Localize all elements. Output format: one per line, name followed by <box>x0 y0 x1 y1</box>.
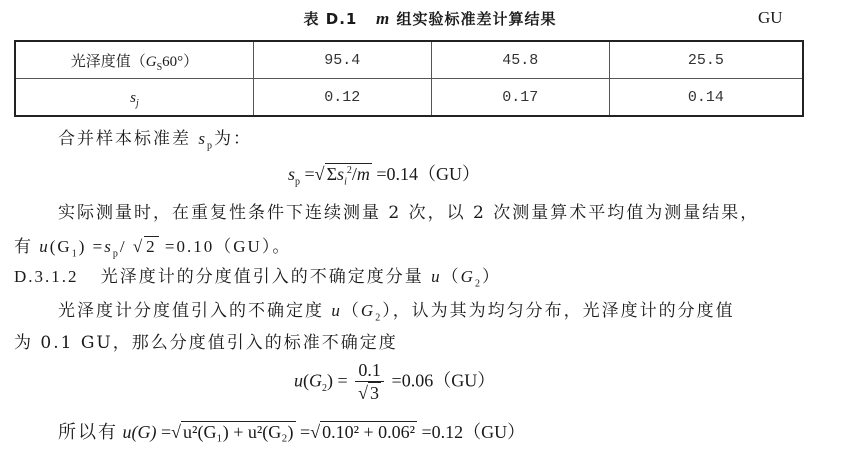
table-row <box>15 41 803 79</box>
formula-u-g2: $u(G_2)$ = $\frac{0.1}{√ 3}$ =0.06（GU） <box>294 360 496 403</box>
table-cell: 25.5 <box>609 41 803 79</box>
section-heading-d3-1-2: D.3.1.2 光泽度计的分度值引入的不确定度分量 $u(G_2)$ <box>14 267 501 290</box>
table-unit: GU <box>758 8 783 27</box>
paragraph-resolution: 光泽度计分度值引入的不确定度 $u(G_2)$，认为其为均匀分布，光泽度计的分度值 <box>58 301 735 324</box>
fraction: $\frac{0.1}{√ 3}$ <box>355 360 384 405</box>
paragraph-resolution-value: 为 0.1 GU，那么分度值引入的标准不确定度 <box>14 333 398 353</box>
table-cell: 95.4 <box>253 41 431 79</box>
section-number: D.3.1.2 <box>14 267 79 286</box>
table-cell: 0.12 <box>253 79 431 117</box>
section-title: 光泽度计的分度值引入的不确定度分量 <box>100 267 424 287</box>
row-label-gloss: 光泽度值$(G_S60^\circ)$ <box>15 41 253 79</box>
row-label-sj: $s_j$ <box>15 79 253 117</box>
table-cell: 0.14 <box>609 79 803 117</box>
caption-text: 组实验标准差计算结果 <box>396 10 557 28</box>
table-cell: 45.8 <box>431 41 609 79</box>
results-table <box>14 40 804 117</box>
paragraph-u-g1: 有 $u(G_1) =s_p/$ √ 2 =0.10（GU）。 <box>14 237 292 260</box>
table-cell: 0.17 <box>431 79 609 117</box>
caption-var: m <box>376 9 391 28</box>
table-caption <box>0 8 860 29</box>
paragraph-pooled-sd: 合并样本标准差 $s_p$为： <box>58 129 253 152</box>
paragraph-measurement: 实际测量时，在重复性条件下连续测量 2 次，以 2 次测量算术平均值为测量结果， <box>58 203 760 223</box>
caption-prefix: 表 D.1 <box>303 10 358 28</box>
formula-combined-u: 所以有 u(G) =√ u²(G₁) + u²(G₂) =√ 0.10² + 0.06² =0.12（GU） <box>58 422 526 443</box>
formula-pooled-sd: $s_p$ =√ $\Sigma s_i^2/m =0.14(GU)$ <box>288 164 481 188</box>
table-row <box>15 79 803 117</box>
